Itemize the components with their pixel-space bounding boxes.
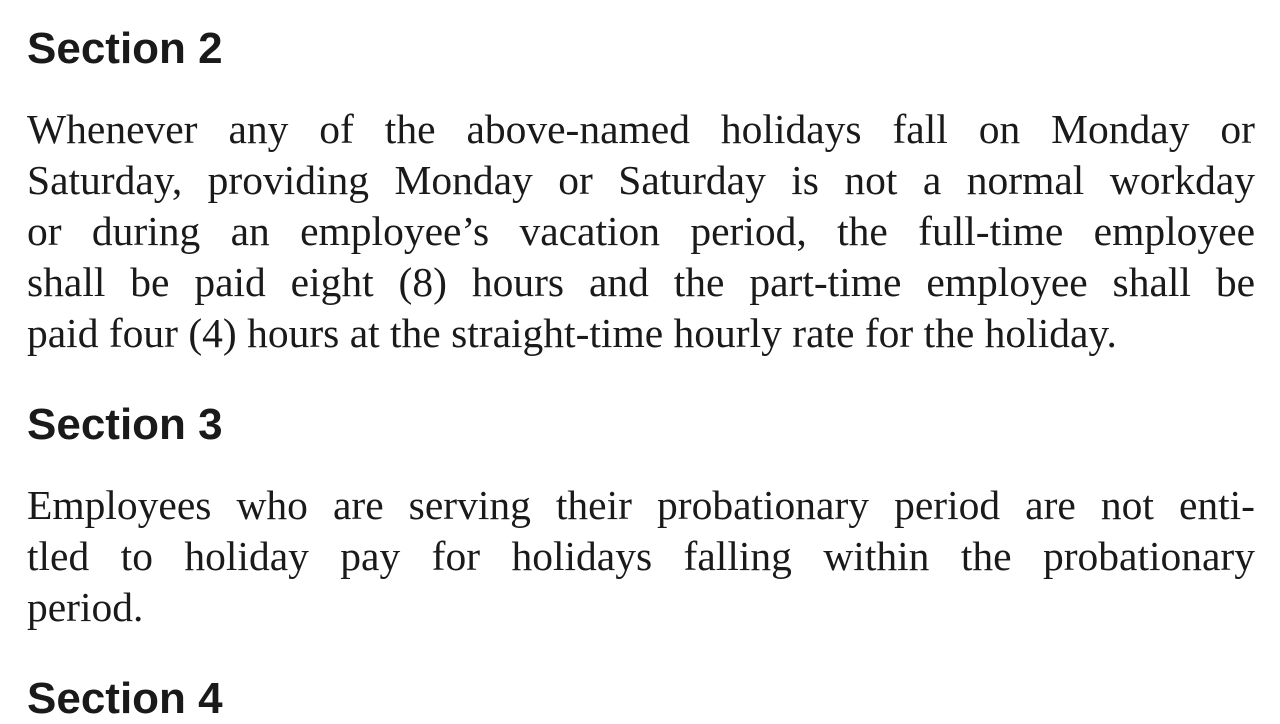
section-2-line: paid four (4) hours at the straight-time hourly rate for the holiday.	[27, 310, 1117, 356]
section-3-heading: Section 3	[27, 400, 223, 449]
section-2-line: or during an employee’s vacation period, the full-time employee	[27, 208, 1255, 254]
section-2-line: shall be paid eight (8) hours and the part-time employee shall be	[27, 259, 1255, 305]
section-3-paragraph	[27, 480, 1255, 633]
section-3-line: tled to holiday pay for holidays falling within the probationary	[27, 533, 1255, 579]
section-4-heading: Section 4	[27, 674, 223, 723]
section-2-line: Whenever any of the above-named holidays fall on Monday or	[27, 106, 1255, 152]
section-2-line: Saturday, providing Monday or Saturday is not a normal workday	[27, 157, 1255, 203]
section-3-line: Employees who are serving their probationary period are not enti-	[27, 482, 1255, 528]
section-2-paragraph	[27, 104, 1255, 359]
section-2-heading: Section 2	[27, 24, 223, 73]
section-3-line: period.	[27, 584, 144, 630]
